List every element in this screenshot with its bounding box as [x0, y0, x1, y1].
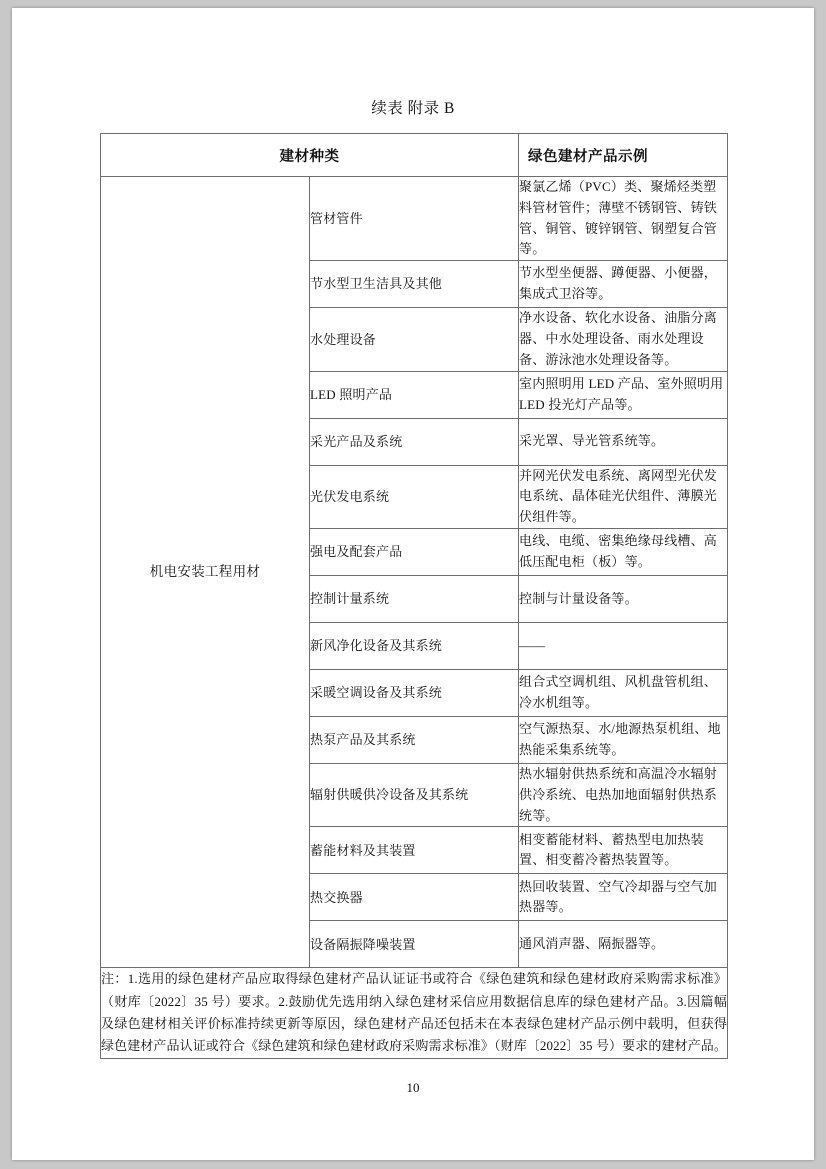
category-cell: 控制计量系统 [310, 575, 519, 622]
examples-cell: 相变蓄能材料、蓄热型电加热装置、相变蓄冷蓄热装置等。 [519, 827, 728, 874]
category-cell: 采暖空调设备及其系统 [310, 669, 519, 716]
green-building-materials-table [100, 133, 728, 1059]
category-cell: 管材管件 [310, 177, 519, 261]
examples-cell: 空气源热泵、水/地源热泵机组、地热能采集系统等。 [519, 716, 728, 763]
examples-cell: 室内照明用 LED 产品、室外照明用 LED 投光灯产品等。 [519, 371, 728, 418]
examples-cell: 热回收装置、空气冷却器与空气加热器等。 [519, 874, 728, 921]
table-note-row [101, 968, 728, 1058]
category-cell: 设备隔振降噪装置 [310, 921, 519, 968]
examples-cell: 控制与计量设备等。 [519, 575, 728, 622]
examples-cell: —— [519, 622, 728, 669]
page-number: 10 [406, 1080, 420, 1095]
category-cell: 水处理设备 [310, 308, 519, 371]
category-cell: 热交换器 [310, 874, 519, 921]
category-cell: LED 照明产品 [310, 371, 519, 418]
category-cell: 节水型卫生洁具及其他 [310, 261, 519, 308]
table-head [101, 134, 728, 177]
table-note: 注：1.选用的绿色建材产品应取得绿色建材产品认证证书或符合《绿色建筑和绿色建材政府采购需求标准》（财库〔2022〕35 号）要求。2.鼓励优先选用纳入绿色建材采信应用数据信息库的绿色建材产品。3.因篇幅及绿色建材相关评价标准持续更新等原因，绿色建材产品还包括未在本表绿色建材产品示例中载明，但获得绿色建材产品认证或符合《绿色建筑和绿色建材政府采购需求标准》（财库〔2022〕35 号）要求的建材产品。 [101, 968, 728, 1058]
column-header-examples: 绿色建材产品示例 [519, 134, 728, 177]
category-cell: 新风净化设备及其系统 [310, 622, 519, 669]
category-cell: 蓄能材料及其装置 [310, 827, 519, 874]
examples-cell: 电线、电缆、密集绝缘母线槽、高低压配电柜（板）等。 [519, 528, 728, 575]
table-row [101, 177, 728, 261]
page-title: 续表 附录 B [371, 100, 455, 117]
category-cell: 强电及配套产品 [310, 528, 519, 575]
category-cell: 光伏发电系统 [310, 465, 519, 528]
examples-cell: 聚氯乙烯（PVC）类、聚烯烃类塑料管材管件；薄壁不锈钢管、铸铁管、铜管、镀锌钢管、钢塑复合管等。 [519, 177, 728, 261]
table-body [101, 177, 728, 1059]
examples-cell: 通风消声器、隔振器等。 [519, 921, 728, 968]
document-page [12, 8, 814, 1160]
examples-cell: 净水设备、软化水设备、油脂分离器、中水处理设备、雨水处理设备、游泳池水处理设备等。 [519, 308, 728, 371]
examples-cell: 热水辐射供热系统和高温冷水辐射供冷系统、电热加地面辐射供热系统等。 [519, 763, 728, 826]
category-cell: 辐射供暖供冷设备及其系统 [310, 763, 519, 826]
table-header-row [101, 134, 728, 177]
examples-cell: 并网光伏发电系统、离网型光伏发电系统、晶体硅光伏组件、薄膜光伏组件等。 [519, 465, 728, 528]
examples-cell: 采光罩、导光管系统等。 [519, 418, 728, 465]
category-cell: 采光产品及系统 [310, 418, 519, 465]
column-header-category: 建材种类 [101, 134, 519, 177]
examples-cell: 节水型坐便器、蹲便器、小便器，集成式卫浴等。 [519, 261, 728, 308]
examples-cell: 组合式空调机组、风机盘管机组、冷水机组等。 [519, 669, 728, 716]
group-label-cell: 机电安装工程用材 [101, 177, 310, 968]
category-cell: 热泵产品及其系统 [310, 716, 519, 763]
